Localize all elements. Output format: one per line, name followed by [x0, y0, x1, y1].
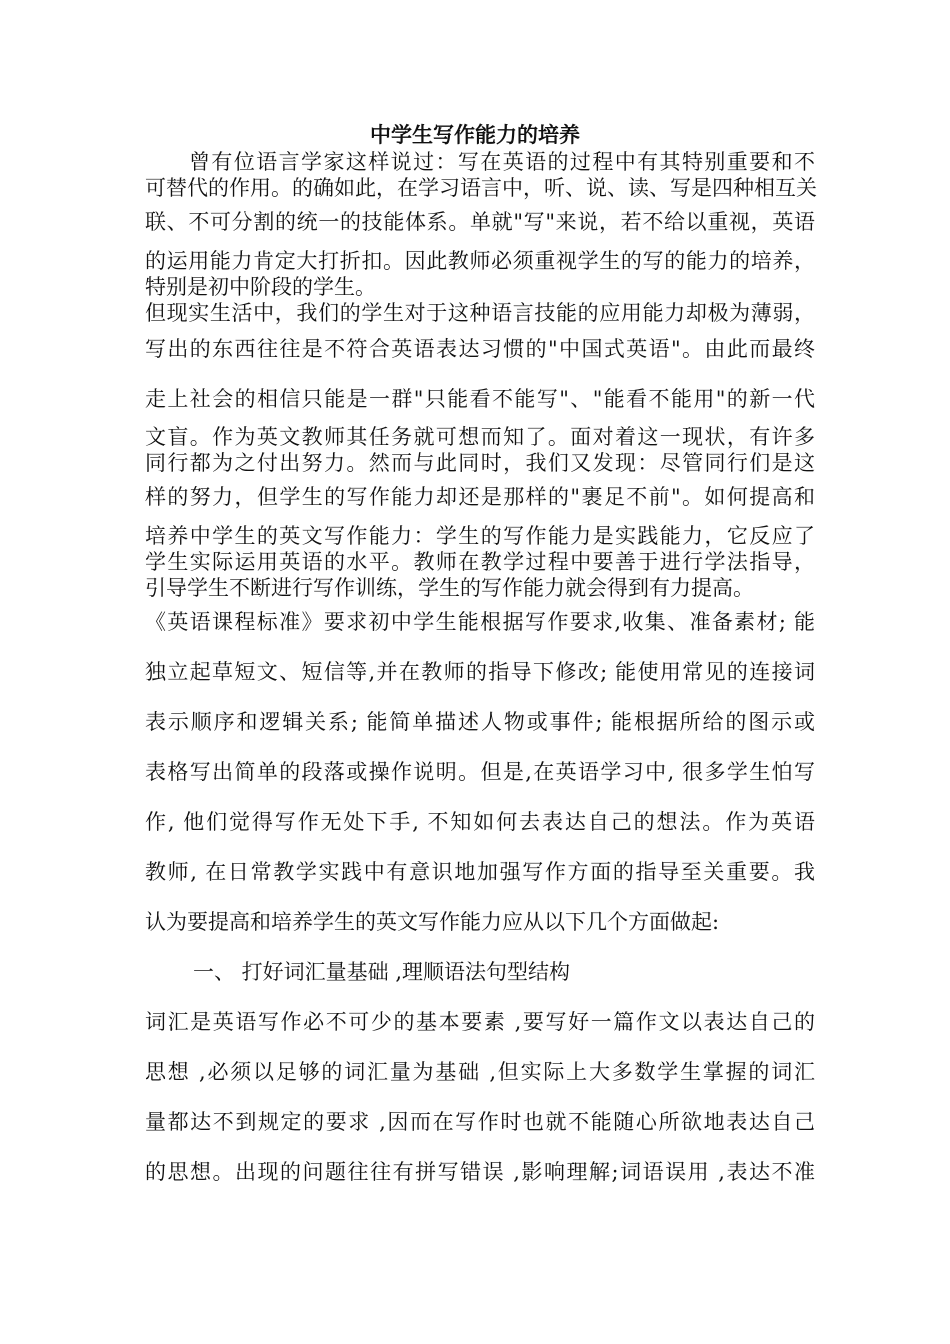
text-line: 学生实际运用英语的水平。教师在教学过程中要善于进行学法指导，: [145, 550, 815, 574]
text-line: 特别是初中阶段的学生。: [145, 275, 376, 299]
text-line: 联、不可分割的统一的技能体系。单就"写"来说，若不给以重视，英语: [145, 210, 815, 234]
text-line: 但现实生活中，我们的学生对于这种语言技能的应用能力却极为薄弱，: [145, 301, 815, 325]
text-line: 思想 ,必须以足够的词汇量为基础 ,但实际上大多数学生掌握的词汇: [145, 1060, 815, 1084]
text-line: 引导学生不断进行写作训练，学生的写作能力就会得到有力提高。: [145, 576, 754, 600]
text-line: 量都达不到规定的要求 ,因而在写作时也就不能随心所欲地表达自己: [145, 1110, 815, 1134]
text-line: 可替代的作用。的确如此，在学习语言中，听、说、读、写是四种相互关: [145, 176, 817, 200]
text-line: 曾有位语言学家这样说过：写在英语的过程中有其特别重要和不: [189, 150, 815, 174]
text-line: 样的努力，但学生的写作能力却还是那样的"裹足不前"。如何提高和: [145, 485, 815, 509]
text-line: 表格写出简单的段落或操作说明。但是,在英语学习中, 很多学生怕写: [145, 760, 815, 784]
document-title: 中学生写作能力的培养: [370, 122, 580, 147]
text-line: 培养中学生的英文写作能力：学生的写作能力是实践能力，它反应了: [145, 524, 815, 548]
text-line: 作, 他们觉得写作无处下手, 不知如何去表达自己的想法。作为英语: [145, 810, 815, 834]
text-line: 词汇是英语写作必不可少的基本要素 ,要写好一篇作文以表达自己的: [145, 1010, 815, 1034]
section-heading: 一、 打好词汇量基础 ,理顺语法句型结构: [193, 960, 571, 984]
text-line: 的运用能力肯定大打折扣。因此教师必须重视学生的写的能力的培养，: [145, 249, 815, 273]
text-line: 表示顺序和逻辑关系; 能简单描述人物或事件; 能根据所给的图示或: [145, 710, 815, 734]
text-line: 文盲。作为英文教师其任务就可想而知了。面对着这一现状，有许多: [145, 425, 815, 449]
text-line: 走上社会的相信只能是一群"只能看不能写"、"能看不能用"的新一代: [145, 387, 815, 411]
text-line: 同行都为之付出努力。然而与此同时，我们又发现：尽管同行们是这: [145, 451, 815, 475]
text-line: 认为要提高和培养学生的英文写作能力应从以下几个方面做起:: [145, 910, 720, 934]
text-line: 写出的东西往往是不符合英语表达习惯的"中国式英语"。由此而最终: [145, 337, 815, 361]
text-line: 教师, 在日常教学实践中有意识地加强写作方面的指导至关重要。我: [145, 860, 815, 884]
text-line: 《英语课程标准》要求初中学生能根据写作要求,收集、准备素材; 能: [145, 610, 815, 634]
text-line: 独立起草短文、短信等,并在教师的指导下修改; 能使用常见的连接词: [145, 660, 815, 684]
text-line: 的思想。出现的问题往往有拼写错误 ,影响理解;词语误用 ,表达不准: [145, 1160, 815, 1184]
